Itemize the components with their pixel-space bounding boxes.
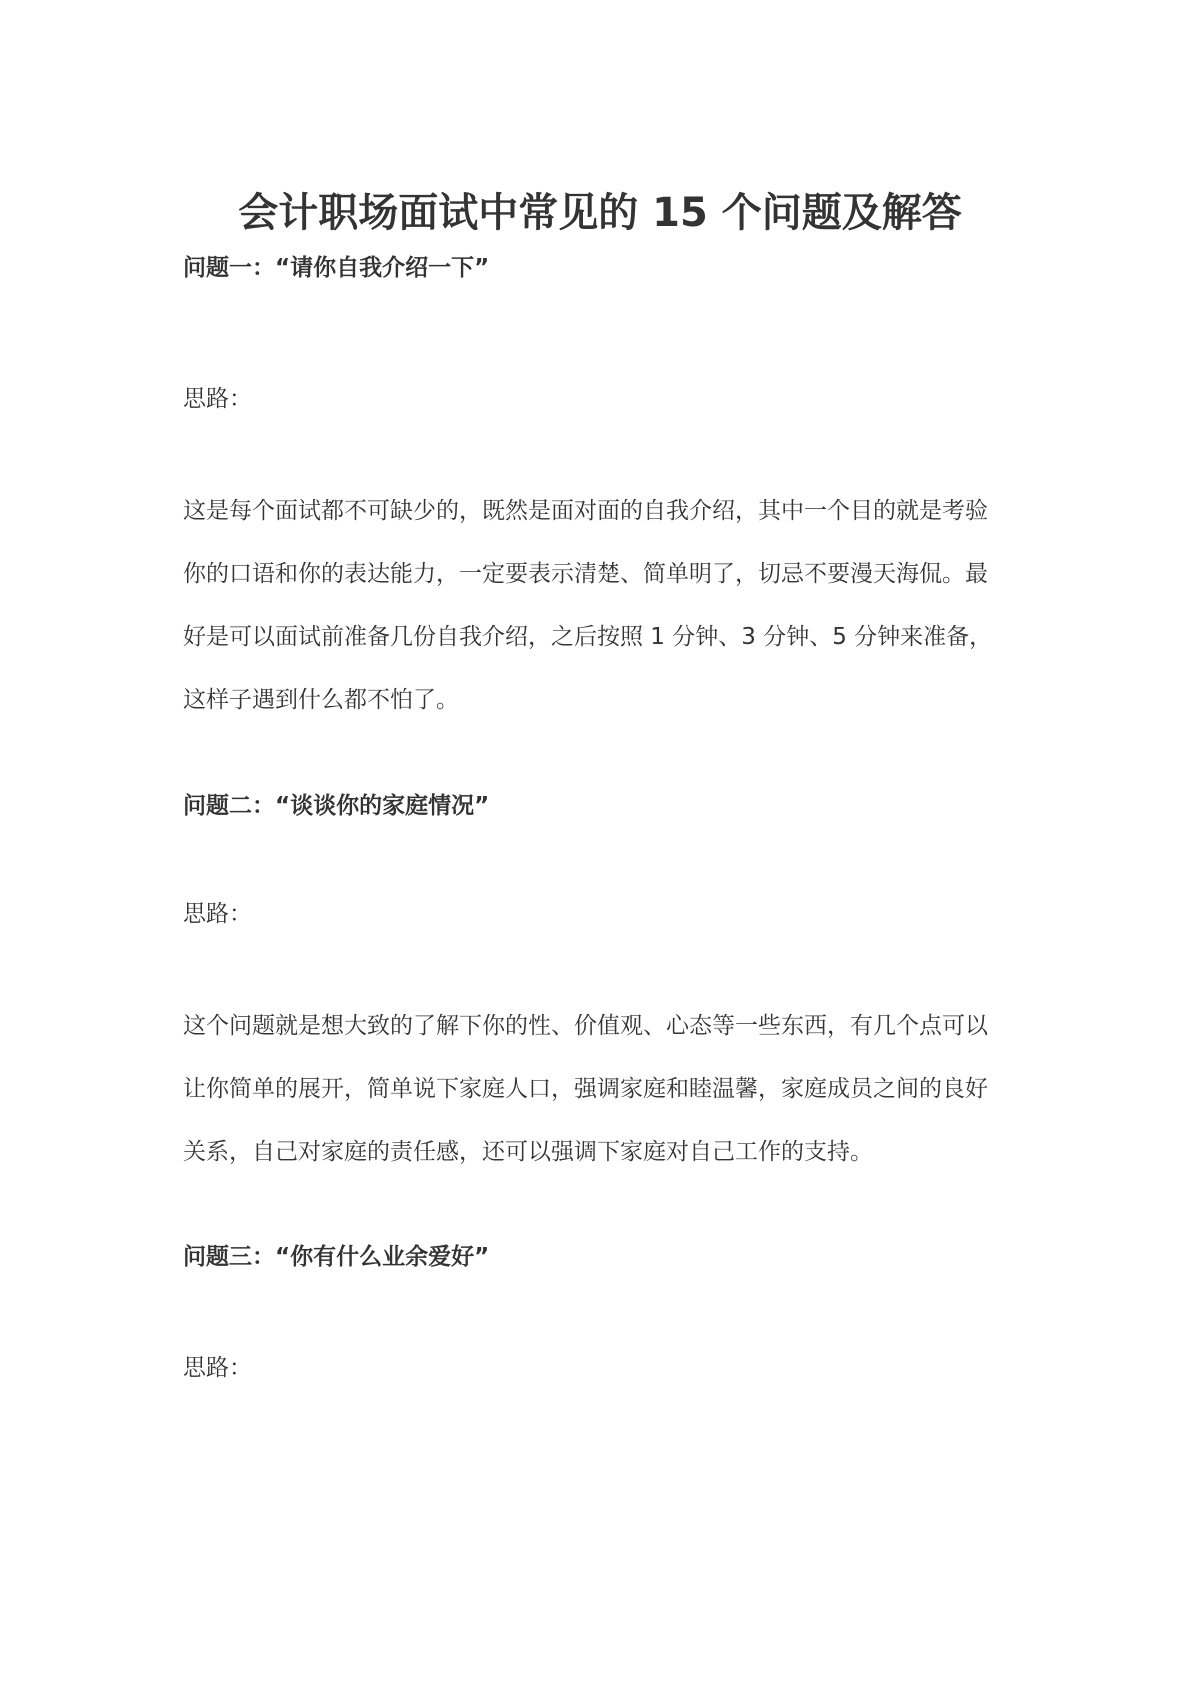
answer-line: 这样子遇到什么都不怕了。 [183,687,459,713]
question-1-heading: 问题一：“请你自我介绍一下” [183,255,490,281]
answer-line: 关系，自己对家庭的责任感，还可以强调下家庭对自己工作的支持。 [183,1139,873,1165]
question-2-answer [183,995,1043,1184]
question-1-approach-label: 思路： [183,386,252,412]
answer-line: 这个问题就是想大致的了解下你的性、价值观、心态等一些东西，有几个点可以 [183,1013,988,1039]
document-title: 会计职场面试中常见的 15 个问题及解答 [238,190,962,236]
question-2-heading: 问题二：“谈谈你的家庭情况” [183,793,490,819]
question-3-heading: 问题三：“你有什么业余爱好” [183,1244,490,1270]
answer-line: 让你简单的展开，简单说下家庭人口，强调家庭和睦温馨，家庭成员之间的良好 [183,1076,988,1102]
answer-line: 你的口语和你的表达能力，一定要表示清楚、简单明了，切忌不要漫天海侃。最 [183,561,988,587]
question-1-answer [183,480,1043,732]
question-3-approach-label: 思路： [183,1355,252,1381]
answer-line: 好是可以面试前准备几份自我介绍，之后按照 1 分钟、3 分钟、5 分钟来准备， [183,624,993,650]
question-2-approach-label: 思路： [183,901,252,927]
answer-line: 这是每个面试都不可缺少的，既然是面对面的自我介绍，其中一个目的就是考验 [183,498,988,524]
